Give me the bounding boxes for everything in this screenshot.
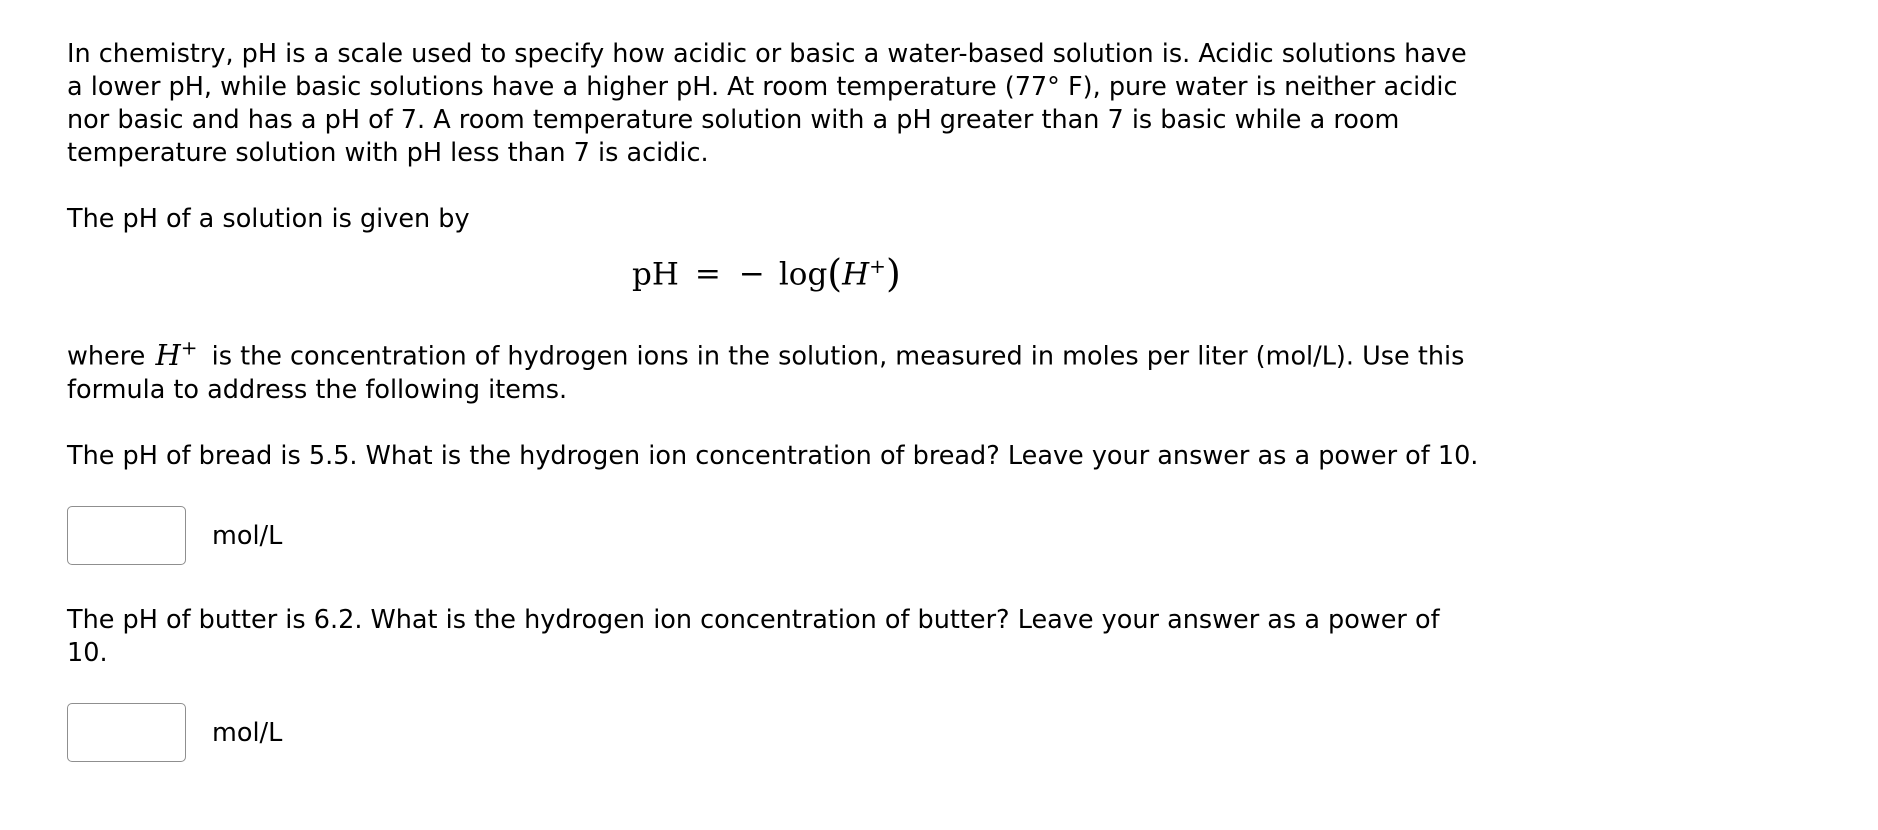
answer-row-butter <box>67 703 1487 763</box>
formula-close-paren: ) <box>885 251 901 296</box>
unit-label-bread: mol/L <box>212 520 283 551</box>
problem-content <box>67 38 1487 801</box>
ph-formula <box>632 244 1487 296</box>
formula-open-paren: ( <box>827 251 843 296</box>
formula-superscript: + <box>869 254 886 278</box>
formula-intro-text: The pH of a solution is given by <box>67 204 470 234</box>
unit-label-butter: mol/L <box>212 717 283 748</box>
formula-lhs: pH <box>632 256 679 293</box>
question-butter: The pH of butter is 6.2. What is the hydrogen ion concentration of butter? Leave your answer as a power of 10. <box>67 604 1440 668</box>
answer-input-butter[interactable] <box>67 703 186 762</box>
formula-variable: H <box>842 256 870 293</box>
answer-row-bread <box>67 506 1487 566</box>
where-suffix: is the concentration of hydrogen ions in the solution, measured in moles per liter (mol/L). Use this formula to address the following items. <box>67 341 1465 405</box>
answer-input-bread[interactable] <box>67 506 186 565</box>
formula-log: log <box>778 256 828 293</box>
intro-paragraph: In chemistry, pH is a scale used to specify how acidic or basic a water-based solution is. Acidic solutions have a lower pH, while basic solutions have a higher pH. At room temperature (77° F), pure water is neither acidic nor basic and has a pH of 7. A room temperature solution with a pH greater than 7 is basic while a room temperature solution with pH less than 7 is acidic. <box>67 39 1467 168</box>
where-paragraph <box>67 331 1487 407</box>
formula-minus: − <box>738 256 765 293</box>
formula-equals: = <box>694 256 721 293</box>
where-prefix: where <box>67 341 146 372</box>
where-variable-superscript: + <box>180 335 198 360</box>
where-variable-letter: H <box>155 337 181 372</box>
where-variable <box>153 335 203 372</box>
question-bread: The pH of bread is 5.5. What is the hydrogen ion concentration of bread? Leave your answer as a power of 10. <box>67 440 1479 471</box>
